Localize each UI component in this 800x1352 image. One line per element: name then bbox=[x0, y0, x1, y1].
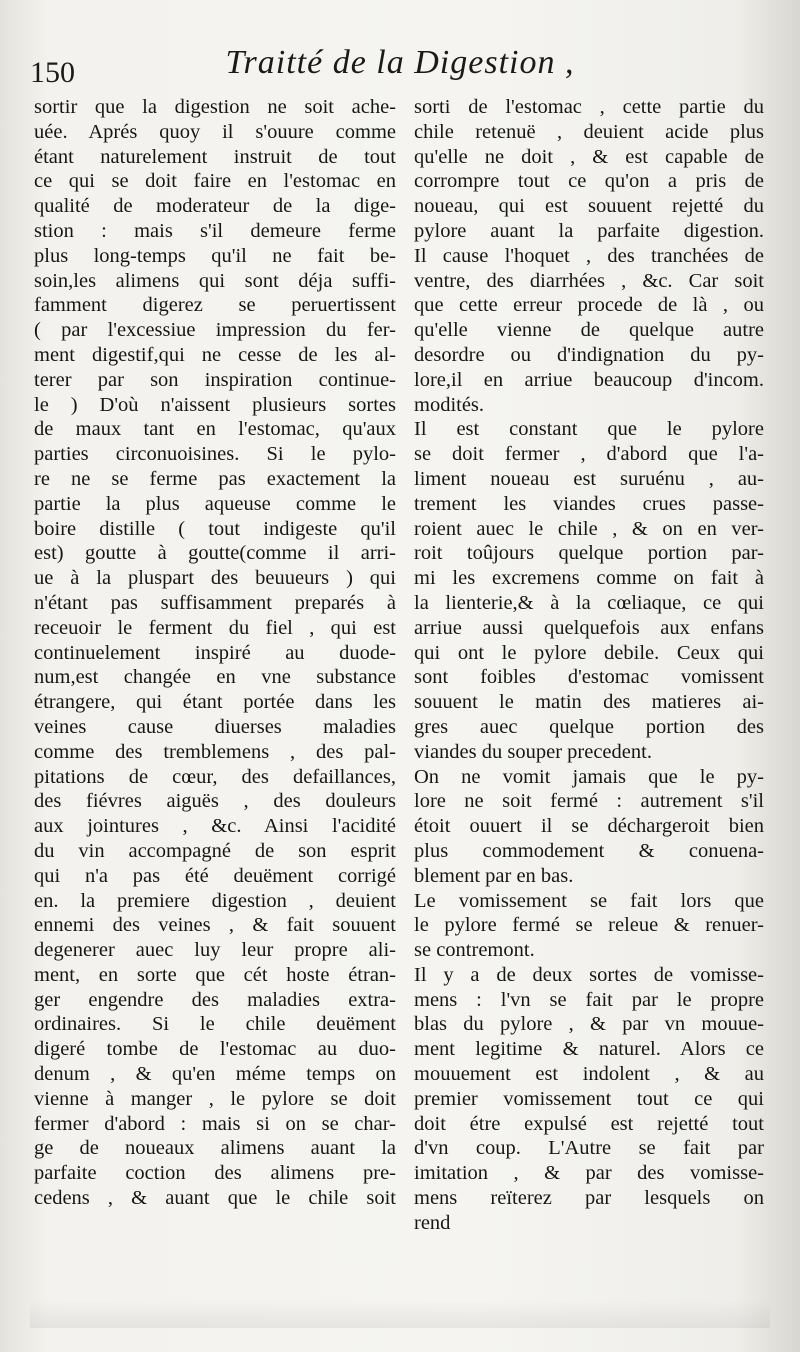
text-line: Il y a de deux sortes de vomisse- bbox=[414, 963, 764, 986]
text-line: qui ont le pylore debile. Ceux qui bbox=[414, 641, 764, 664]
text-line: roient auec le chile , & on en ver- bbox=[414, 517, 764, 540]
text-line: qu'elle ne doit , & est capable de bbox=[414, 145, 764, 168]
text-line: mens reïterez par lesquels on bbox=[414, 1187, 764, 1210]
running-title: Traitté de la Digestion , bbox=[225, 44, 575, 81]
text-line: premier vomissement tout ce qui bbox=[414, 1087, 764, 1110]
text-line: ventre, des diarrhées , &c. Car soit bbox=[414, 269, 764, 292]
text-line: blement par en bas. bbox=[414, 864, 574, 887]
text-line: étoit ouuert il se déchargeroit bien bbox=[414, 815, 764, 838]
text-line: ment legitime & naturel. Alors ce bbox=[414, 1038, 764, 1061]
page-number: 150 bbox=[30, 56, 75, 89]
text-line: le pylore fermé se releue & renuer- bbox=[414, 914, 764, 937]
text-line: d'vn coup. L'Autre se fait par bbox=[414, 1137, 764, 1160]
text-line: num,est changée en vne substance bbox=[34, 666, 396, 689]
text-line: aux jointures , &c. Ainsi l'acidité bbox=[34, 815, 396, 838]
bleed-through-shadow bbox=[30, 1300, 770, 1328]
text-line: ordinaires. Si le chile deuëment bbox=[34, 1013, 396, 1036]
text-line: de maux tant en l'estomac, qu'aux bbox=[34, 418, 396, 441]
text-line: souuent le matin des matieres ai- bbox=[414, 691, 764, 714]
text-line: imitation , & par des vomisse- bbox=[414, 1162, 764, 1185]
text-line: que cette erreur procede de là , ou bbox=[414, 294, 764, 317]
text-line: la lienterie,& à la cœliaque, ce qui bbox=[414, 591, 764, 614]
text-line: re ne se ferme pas exactement la bbox=[34, 467, 396, 490]
text-line: veines cause diuerses maladies bbox=[34, 715, 396, 738]
text-line: est) goutte à goutte(comme il arri- bbox=[34, 542, 396, 565]
text-line: sorti de l'estomac , cette partie du bbox=[414, 96, 764, 118]
text-line: du vin accompagné de son esprit bbox=[34, 839, 396, 862]
text-line: ment, en sorte que cét hoste étran- bbox=[34, 963, 396, 986]
text-line: partie la plus aqueuse comme le bbox=[34, 492, 396, 515]
text-line: doit étre expulsé est rejetté tout bbox=[414, 1112, 764, 1135]
text-line: stion : mais s'il demeure ferme bbox=[34, 219, 396, 242]
text-line: plus commodement & conuena- bbox=[414, 839, 764, 862]
text-line: qui n'a pas été deuëment corrigé bbox=[34, 864, 396, 887]
text-line: liment noueau est suruénu , au- bbox=[414, 467, 764, 490]
text-line: degenerer auec luy leur propre ali- bbox=[34, 939, 396, 962]
text-line: ge de noueaux alimens auant la bbox=[34, 1137, 396, 1160]
text-line: blas du pylore , & par vn mouue- bbox=[414, 1013, 764, 1036]
text-line: digeré tombe de l'estomac au duo- bbox=[34, 1038, 396, 1061]
text-line: étant naturelement instruit de tout bbox=[34, 145, 396, 168]
text-line: mi les excremens comme on fait à bbox=[414, 567, 764, 590]
text-line: se contremont. bbox=[414, 939, 535, 962]
text-line: arriue aussi quelquefois aux enfans bbox=[414, 616, 764, 639]
text-line: parfaite coction des alimens pre- bbox=[34, 1162, 396, 1185]
text-line: sont foibles d'estomac vomissent bbox=[414, 666, 764, 689]
text-line: chile retenuë , deuient acide plus bbox=[414, 120, 764, 143]
text-line: pitations de cœur, des defaillances, bbox=[34, 765, 396, 788]
text-line: terer par son inspiration continue- bbox=[34, 368, 396, 391]
text-line: desordre ou d'indignation du py- bbox=[414, 343, 764, 366]
text-line: mouuement est indolent , & au bbox=[414, 1063, 764, 1086]
text-line: cedens , & auant que le chile soit bbox=[34, 1187, 396, 1210]
text-line: ment digestif,qui ne cesse de les al- bbox=[34, 343, 396, 366]
page-header bbox=[30, 44, 770, 96]
text-line: ( par l'excessiue impression du fer- bbox=[34, 319, 396, 342]
text-line: corrompre tout ce qu'on a pris de bbox=[414, 170, 764, 193]
text-line: Il cause l'hoquet , des tranchées de bbox=[414, 244, 764, 267]
text-line: ger engendre des maladies extra- bbox=[34, 988, 396, 1011]
text-line: modités. bbox=[414, 393, 485, 416]
text-line: soin,les alimens qui sont déja suffi- bbox=[34, 269, 396, 292]
text-line: lore,il en arriue beaucoup d'incom. bbox=[414, 368, 764, 391]
text-line: denum , & qu'en méme temps on bbox=[34, 1063, 396, 1086]
text-line: des fiévres aiguës , des douleurs bbox=[34, 790, 396, 813]
text-line: famment digerez se peruertissent bbox=[34, 294, 396, 317]
text-line: Le vomissement se fait lors que bbox=[414, 889, 764, 912]
text-line: se doit fermer , d'abord que l'a- bbox=[414, 443, 764, 466]
text-line: ue à la pluspart des beuueurs ) qui bbox=[34, 567, 396, 590]
text-line: continuelement inspiré au duode- bbox=[34, 641, 396, 664]
text-line: qualité de moderateur de la dige- bbox=[34, 195, 396, 218]
text-line: étrangere, qui étant portée dans les bbox=[34, 691, 396, 714]
text-line: ennemi des veines , & fait souuent bbox=[34, 914, 396, 937]
text-line: Il est constant que le pylore bbox=[414, 418, 764, 441]
text-line: gres auec quelque portion des bbox=[414, 715, 764, 738]
text-line: comme des tremblemens , des pal- bbox=[34, 740, 396, 763]
text-line: receuoir le ferment du fiel , qui est bbox=[34, 616, 396, 639]
text-line: plus long-temps qu'il ne fait be- bbox=[34, 244, 396, 267]
left-text-column bbox=[34, 95, 396, 1211]
text-line: n'étant pas suffisamment preparés à bbox=[34, 591, 396, 614]
text-line: uée. Aprés quoy il s'ouure comme bbox=[34, 120, 396, 143]
text-line: lore ne soit fermé : autrement s'il bbox=[414, 790, 764, 813]
text-line: qu'elle vienne de quelque autre bbox=[414, 319, 764, 342]
text-line: trement les viandes crues passe- bbox=[414, 492, 764, 515]
text-line: On ne vomit jamais que le py- bbox=[414, 765, 764, 788]
text-line: pylore auant la parfaite digestion. bbox=[414, 219, 764, 242]
right-text-column bbox=[414, 95, 764, 1236]
text-line: vienne à manger , le pylore se doit bbox=[34, 1087, 396, 1110]
text-line: parties circonuoisines. Si le pylo- bbox=[34, 443, 396, 466]
text-line: le ) D'où n'aissent plusieurs sortes bbox=[34, 393, 396, 416]
text-line: ce qui se doit faire en l'estomac en bbox=[34, 170, 396, 193]
text-line: noueau, qui est souuent rejetté du bbox=[414, 195, 764, 218]
text-line: fermer d'abord : mais si on se char- bbox=[34, 1112, 396, 1135]
text-line: mens : l'vn se fait par le propre bbox=[414, 988, 764, 1011]
text-line: sortir que la digestion ne soit ache- bbox=[34, 96, 396, 118]
text-line: roit toûjours quelque portion par- bbox=[414, 542, 764, 565]
text-line: rend bbox=[414, 1211, 451, 1234]
text-line: en. la premiere digestion , deuient bbox=[34, 889, 396, 912]
text-line: viandes du souper precedent. bbox=[414, 740, 652, 763]
text-line: boire distille ( tout indigeste qu'il bbox=[34, 517, 396, 540]
